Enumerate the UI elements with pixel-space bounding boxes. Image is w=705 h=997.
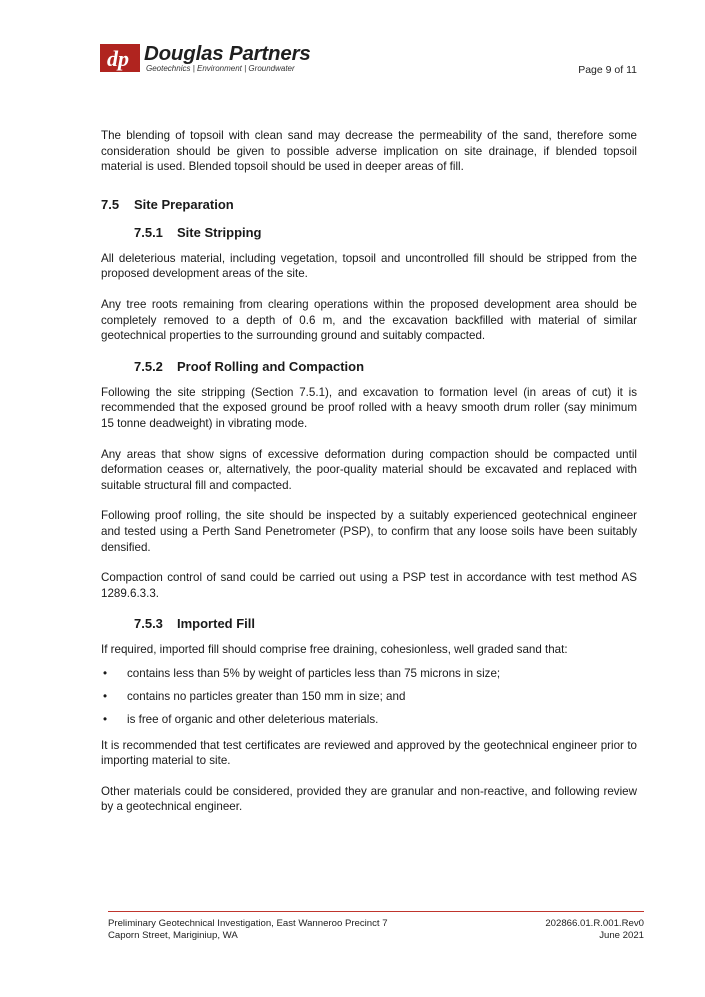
section-title: Site Stripping	[177, 224, 262, 240]
section-heading-7-5	[101, 197, 637, 225]
douglas-partners-logo-icon	[100, 44, 140, 72]
footer-date: June 2021	[599, 930, 644, 941]
list-item-text: contains less than 5% by weight of particles less than 75 microns in size;	[127, 666, 501, 680]
footer-report-number: 202866.01.R.001.Rev0	[545, 918, 644, 929]
footer-project-address: Caporn Street, Mariginiup, WA	[108, 930, 238, 941]
paragraph: Any areas that show signs of excessive deformation during compaction should be compacted until deformation ceases or, alternatively, the poor-quality material should be excavated and replaced with suitable structural fill and compacted.	[101, 447, 637, 492]
section-number: 7.5	[101, 196, 120, 212]
paragraph: It is recommended that test certificates are reviewed and approved by the geotechnical engineer prior to importing material to site.	[101, 738, 637, 768]
section-heading-7-5-1	[134, 225, 637, 251]
list-item	[101, 712, 637, 728]
bullet-icon: •	[103, 689, 108, 703]
fill-requirements-list	[101, 666, 637, 728]
section-title: Imported Fill	[177, 616, 255, 632]
svg-text:dp: dp	[107, 46, 129, 71]
footer-project-title: Preliminary Geotechnical Investigation, East Wanneroo Precinct 7	[108, 918, 388, 929]
section-heading-7-5-2	[134, 359, 637, 385]
paragraph: All deleterious material, including vegetation, topsoil and uncontrolled fill should be stripped from the proposed development areas of the site.	[101, 251, 637, 281]
paragraph: If required, imported fill should comprise free draining, cohesionless, well graded sand that:	[101, 643, 568, 657]
paragraph: Compaction control of sand could be carried out using a PSP test in accordance with test method AS 1289.6.3.3.	[101, 571, 637, 600]
footer-reference	[545, 918, 644, 942]
company-name: Douglas Partners	[144, 42, 311, 65]
list-item-text: is free of organic and other deleterious materials.	[127, 713, 379, 727]
section-number: 7.5.2	[134, 358, 163, 374]
document-body	[101, 128, 637, 830]
footer-divider	[108, 911, 644, 912]
paragraph: Following proof rolling, the site should be inspected by a suitably experienced geotechnical engineer and tested using a Perth Sand Penetrometer (PSP), to confirm that any loose soils have been suitably densified.	[101, 509, 637, 554]
section-title: Proof Rolling and Compaction	[177, 358, 365, 374]
section-number: 7.5.3	[134, 616, 163, 632]
paragraph: Following the site stripping (Section 7.5.1), and excavation to formation level (in areas of cut) it is recommended that the exposed ground be proof rolled with a heavy smooth drum roller (say minimum 15 tonne deadweight) in vibrating mode.	[101, 385, 637, 430]
section-number: 7.5.1	[134, 224, 163, 240]
paragraph: Other materials could be considered, provided they are granular and non-reactive, and following review by a geotechnical engineer.	[101, 784, 637, 814]
bullet-icon: •	[103, 713, 108, 727]
intro-paragraph: The blending of topsoil with clean sand may decrease the permeability of the sand, therefore some consideration should be given to possible adverse implication on site drainage, if blended topsoil material is used. Blended topsoil should be used in deeper areas of fill.	[101, 129, 637, 174]
section-title: Site Preparation	[134, 196, 234, 212]
paragraph: Any tree roots remaining from clearing operations within the proposed development area should be completely removed to a depth of 0.6 m, and the excavation backfilled with material of similar geotechnical properties to the surrounding ground and suitably compacted.	[101, 297, 637, 343]
section-heading-7-5-3	[134, 616, 637, 642]
page-number: Page 9 of 11	[578, 64, 637, 76]
list-item	[101, 689, 637, 705]
company-logo	[100, 44, 330, 74]
list-item	[101, 666, 637, 682]
company-tagline: Geotechnics | Environment | Groundwater	[146, 64, 295, 73]
footer-project	[108, 918, 388, 942]
list-item-text: contains no particles greater than 150 mm in size; and	[127, 689, 406, 703]
bullet-icon: •	[103, 666, 108, 680]
